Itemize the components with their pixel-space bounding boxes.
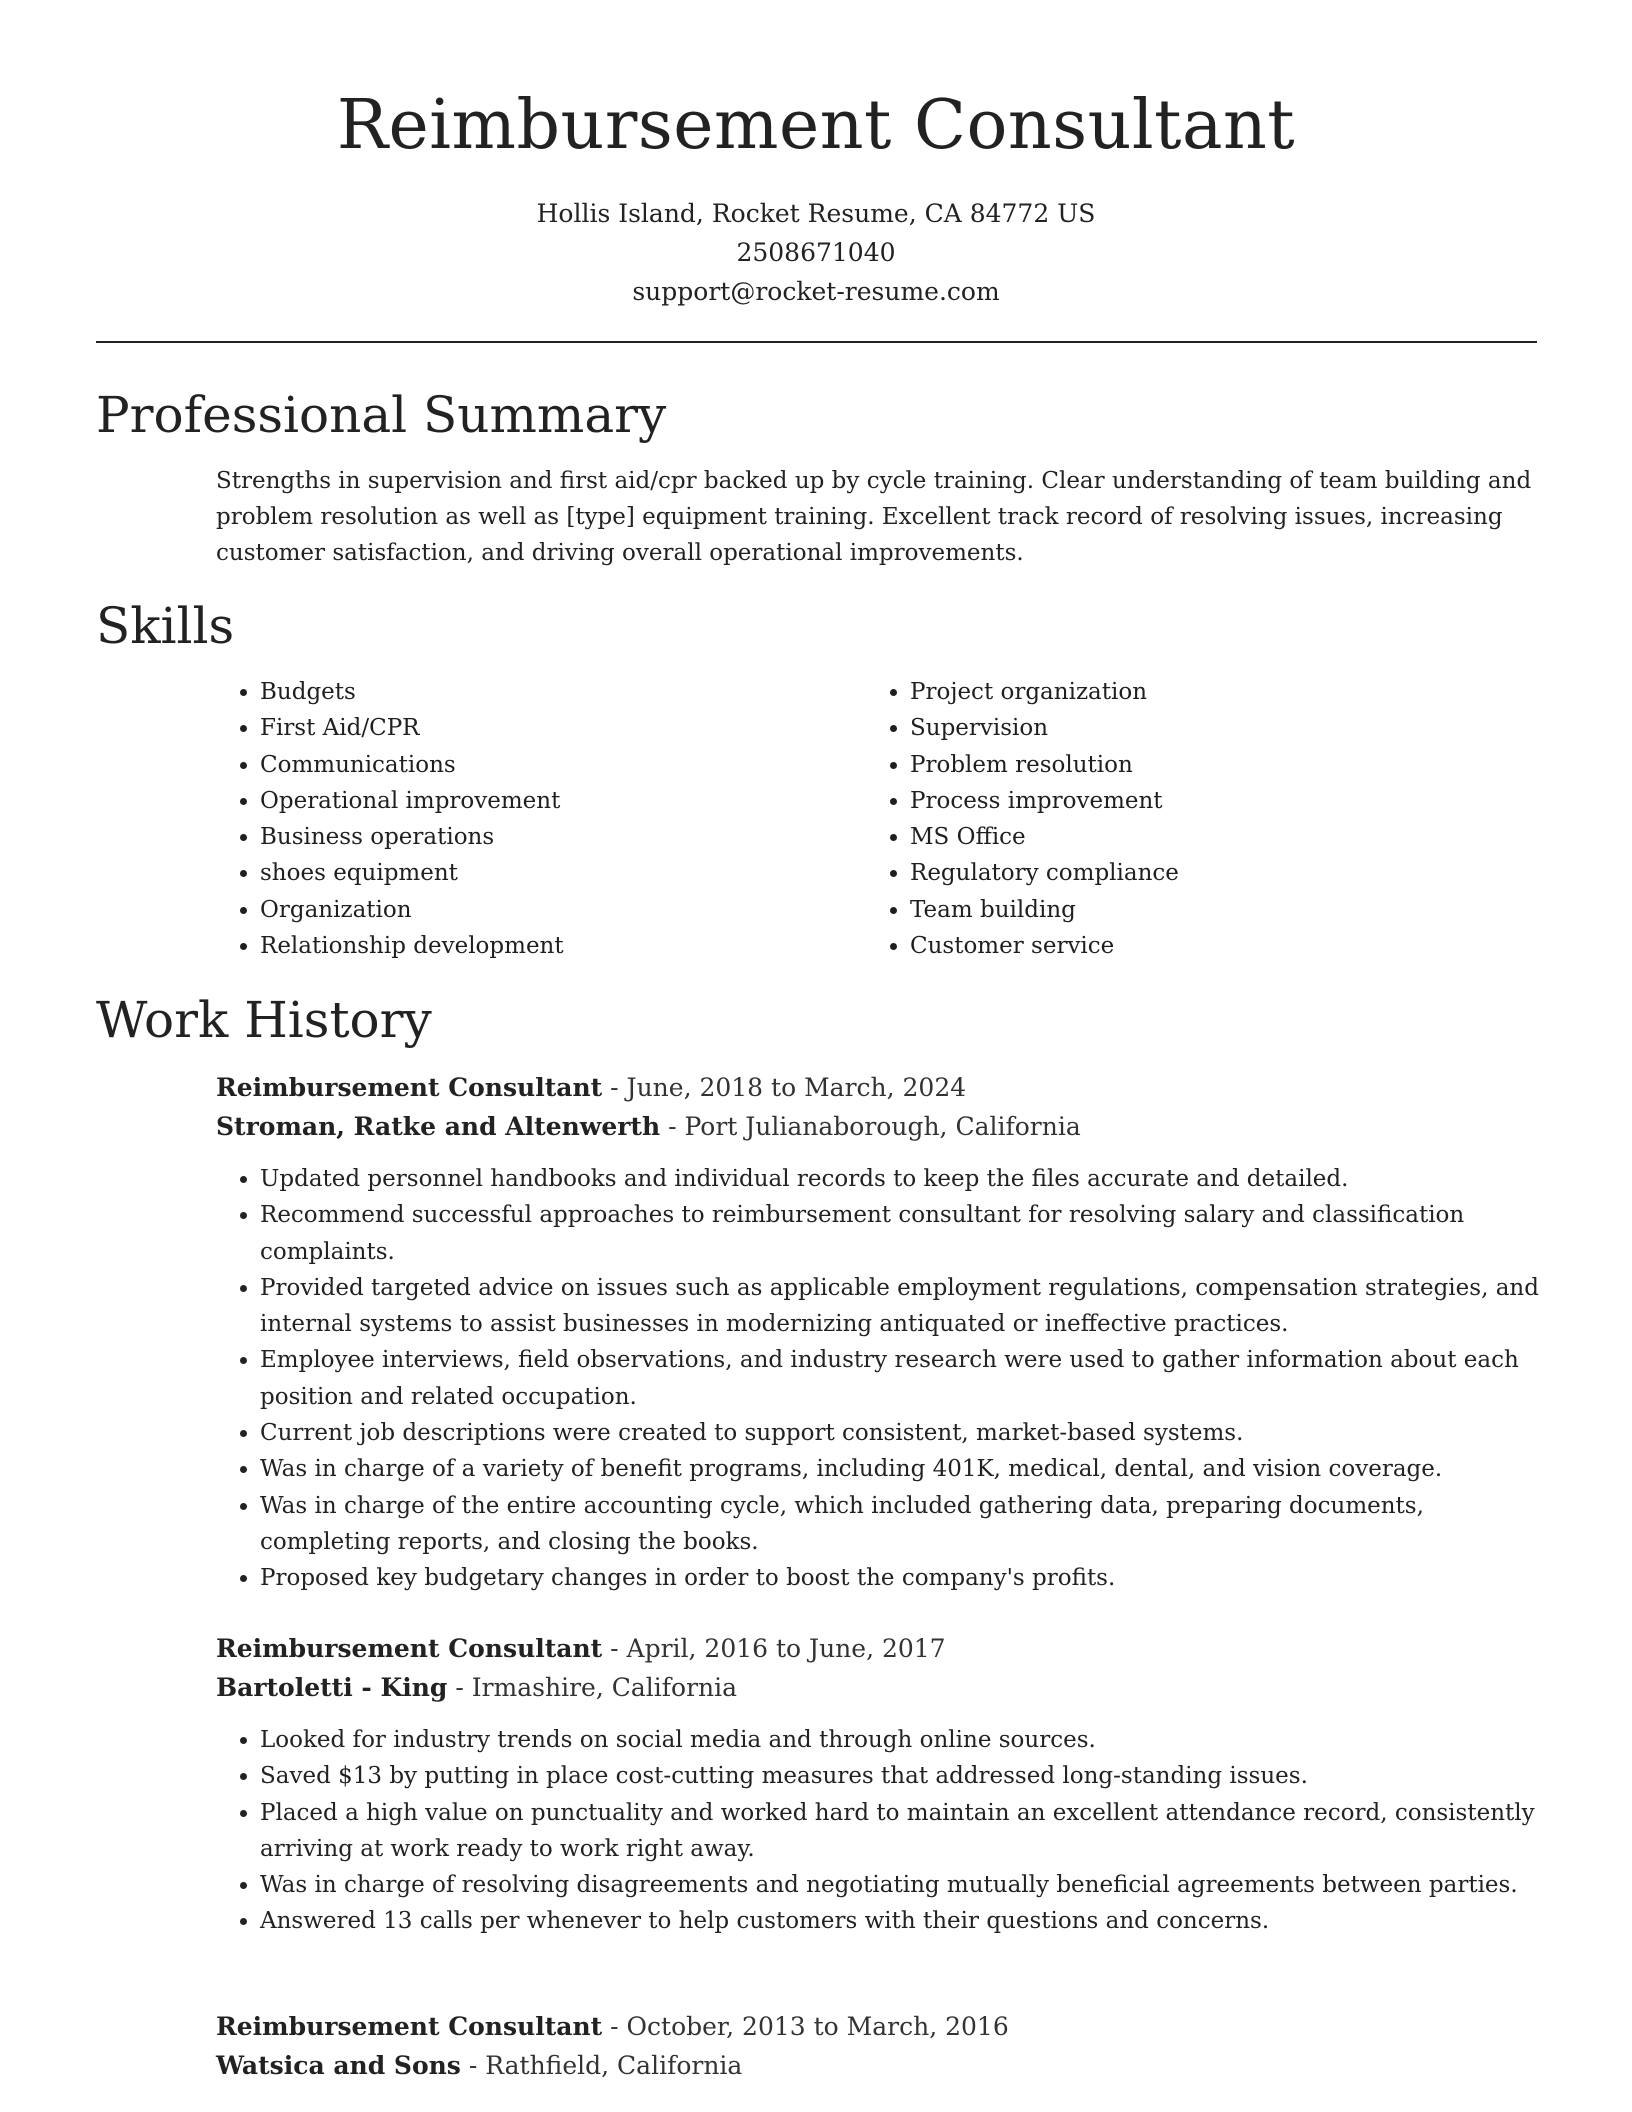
job-company: Bartoletti - King: [216, 1673, 448, 1702]
job-location: - Irmashire, California: [447, 1673, 738, 1702]
skill-item: • Customer service: [910, 928, 1179, 964]
job-entry: [216, 1629, 1546, 1940]
job-title: Reimbursement Consultant: [216, 1073, 603, 1102]
job-bullet: • Proposed key budgetary changes in order to boost the company's profits.: [260, 1560, 1546, 1596]
skill-item: • Regulatory compliance: [910, 855, 1179, 891]
resume-header: [0, 80, 1632, 311]
job-bullet: • Current job descriptions were created to support consistent, market-based systems.: [260, 1415, 1546, 1451]
job-dates: - April, 2016 to June, 2017: [602, 1634, 946, 1663]
job-bullet: • Employee interviews, field observations, and industry research were used to gather information about each position and related occupation.: [260, 1342, 1546, 1415]
job-location: - Port Julianaborough, California: [660, 1112, 1081, 1141]
candidate-name: Reimbursement Consultant: [336, 86, 1296, 165]
skill-item: • Business operations: [260, 819, 564, 855]
job-company-line: [216, 1668, 1546, 1707]
skill-item: • Organization: [260, 892, 564, 928]
skill-item: • Team building: [910, 892, 1179, 928]
skill-item: • Problem resolution: [910, 747, 1179, 783]
job-entry: [216, 2007, 1546, 2085]
job-entry: [216, 1068, 1546, 1597]
summary-heading: Professional Summary: [96, 386, 667, 444]
contact-phone: 2508671040: [736, 238, 896, 267]
skill-item: • Relationship development: [260, 928, 564, 964]
job-bullets: [216, 1161, 1546, 1597]
skill-item: • Project organization: [910, 674, 1179, 710]
job-title-line: [216, 1629, 1546, 1668]
job-title: Reimbursement Consultant: [216, 1634, 603, 1663]
job-bullet: • Placed a high value on punctuality and worked hard to maintain an excellent attendance record, consistently arriving at work ready to work right away.: [260, 1795, 1546, 1868]
job-title: Reimbursement Consultant: [216, 2012, 603, 2041]
contact-block: [0, 194, 1632, 311]
header-divider: [96, 341, 1537, 343]
skill-item: • Budgets: [260, 674, 564, 710]
contact-email: support@rocket-resume.com: [632, 277, 1000, 306]
job-bullet: • Was in charge of the entire accounting cycle, which included gathering data, preparing documents, completing reports, and closing the books.: [260, 1488, 1546, 1561]
job-bullet: • Provided targeted advice on issues such as applicable employment regulations, compensation strategies, and internal systems to assist businesses in modernizing antiquated or ineffective practices.: [260, 1270, 1546, 1343]
job-bullet: • Updated personnel handbooks and individual records to keep the files accurate and detailed.: [260, 1161, 1546, 1197]
skill-item: • Process improvement: [910, 783, 1179, 819]
skill-item: • MS Office: [910, 819, 1179, 855]
job-company-line: [216, 2046, 1546, 2085]
skill-item: • shoes equipment: [260, 855, 564, 891]
contact-address: Hollis Island, Rocket Resume, CA 84772 US: [536, 199, 1096, 228]
job-company-line: [216, 1107, 1546, 1146]
job-bullet: • Recommend successful approaches to reimbursement consultant for resolving salary and classification complaints.: [260, 1197, 1546, 1270]
job-dates: - October, 2013 to March, 2016: [602, 2012, 1009, 2041]
job-location: - Rathfield, California: [460, 2051, 743, 2080]
skill-item: • First Aid/CPR: [260, 710, 564, 746]
job-company: Watsica and Sons: [216, 2051, 461, 2080]
skills-heading: Skills: [96, 597, 235, 655]
job-dates: - June, 2018 to March, 2024: [602, 1073, 967, 1102]
skills-column-1: [216, 674, 564, 964]
job-bullet: • Answered 13 calls per whenever to help customers with their questions and concerns.: [260, 1903, 1546, 1939]
summary-text: Strengths in supervision and first aid/cpr backed up by cycle training. Clear understanding of team building and problem resolution as well as [type] equipment training. Excellent track record of resolving issues, increasing customer satisfaction, and driving overall operational improvements.: [216, 468, 1532, 566]
job-bullet: • Saved $13 by putting in place cost-cutting measures that addressed long-standing issues.: [260, 1758, 1546, 1794]
skill-item: • Supervision: [910, 710, 1179, 746]
skill-item: • Operational improvement: [260, 783, 564, 819]
job-company: Stroman, Ratke and Altenwerth: [216, 1112, 661, 1141]
job-bullets: [216, 1722, 1546, 1940]
job-title-line: [216, 2007, 1546, 2046]
skills-column-2: [866, 674, 1179, 964]
job-bullet: • Was in charge of a variety of benefit programs, including 401K, medical, dental, and vision coverage.: [260, 1451, 1546, 1487]
job-bullet: • Looked for industry trends on social media and through online sources.: [260, 1722, 1546, 1758]
job-bullet: • Was in charge of resolving disagreements and negotiating mutually beneficial agreements between parties.: [260, 1867, 1546, 1903]
work-history-heading: Work History: [96, 991, 432, 1049]
skill-item: • Communications: [260, 747, 564, 783]
job-title-line: [216, 1068, 1546, 1107]
